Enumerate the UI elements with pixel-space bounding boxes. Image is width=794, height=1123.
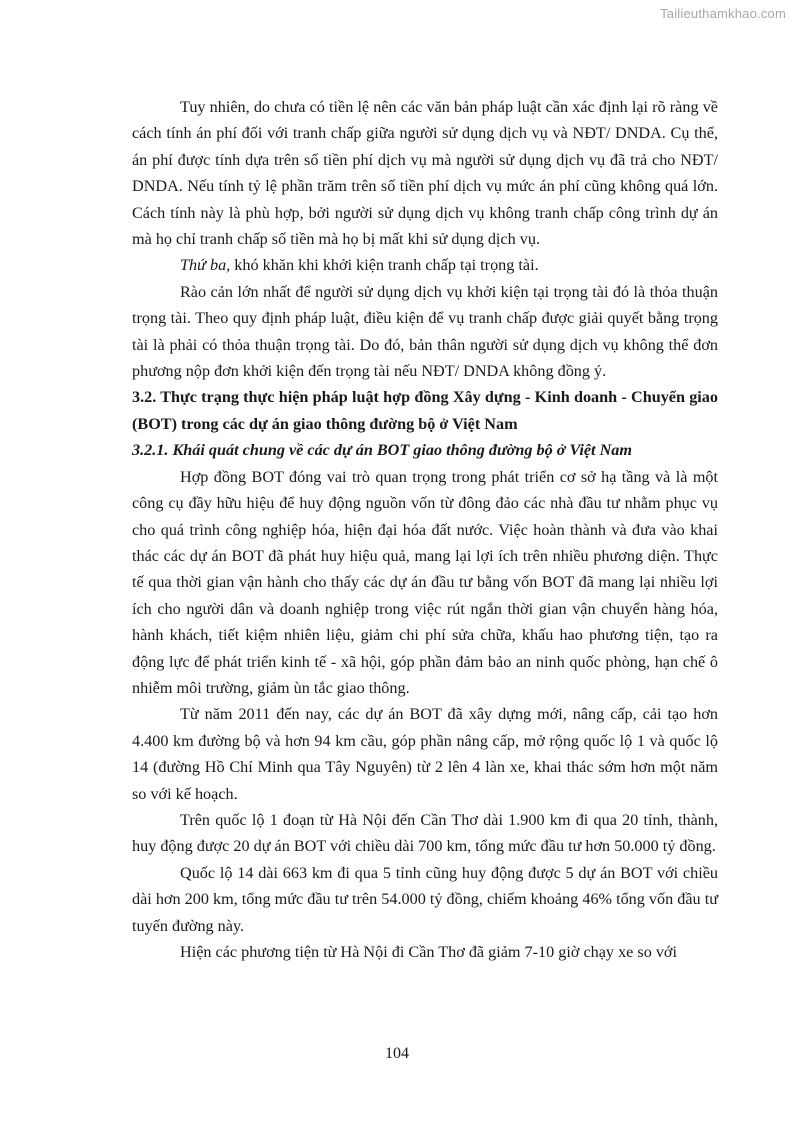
paragraph-travel-time: Hiện các phương tiện từ Hà Nội đi Cần Thơ đã giảm 7-10 giờ chạy xe so với xyxy=(180,943,677,961)
paragraph-bot-overview: Hợp đồng BOT đóng vai trò quan trọng trong phát triển cơ sở hạ tầng và là một công cụ đầy hữu hiệu để huy động nguồn vốn từ đông đảo các nhà đầu tư nhằm phục vụ cho quá trình công nghiệp hóa, hiện đại hóa đất nước. Việc hoàn thành và đưa vào khai thác các dự án BOT đã phát huy hiệu quả, mang lại lợi ích trên nhiều phương diện. Thực tế qua thời gian vận hành cho thấy các dự án đầu tư bằng vốn BOT đã mang lại nhiều lợi ích cho người dân và doanh nghiệp trong việc rút ngắn thời gian vận chuyển hàng hóa, hành khách, tiết kiệm nhiên liệu, giảm chi phí sửa chữa, khấu hao phương tiện, tạo ra động lực để phát triển kinh tế - xã hội, góp phần đảm bảo an ninh quốc phòng, hạn chế ô nhiễm môi trường, giảm ùn tắc giao thông. xyxy=(132,467,718,697)
italic-lead: Thứ ba, xyxy=(180,256,231,275)
paragraph-highway-14: Quốc lộ 14 dài 663 km đi qua 5 tỉnh cũng huy động được 5 dự án BOT với chiều dài hơn 200 km, tổng mức đầu tư trên 54.000 tỷ đồng, chiếm khoảng 46% tổng vốn đầu tư tuyến đường này. xyxy=(132,863,718,935)
paragraph-arbitration-barrier: Rào cản lớn nhất để người sử dụng dịch vụ khởi kiện tại trọng tài đó là thỏa thuận trọng tài. Theo quy định pháp luật, điều kiện để vụ tranh chấp được giải quyết bằng trọng tài là phải có thỏa thuận trọng tài. Do đó, bản thân người sử dụng dịch vụ không thể đơn phương nộp đơn khởi kiện đến trọng tài nếu NĐT/ DNDA không đồng ý. xyxy=(132,282,718,381)
subsection-heading-3-2-1: 3.2.1. Khái quát chung về các dự án BOT giao thông đường bộ ở Việt Nam xyxy=(132,441,632,460)
paragraph-third-difficulty xyxy=(132,252,718,278)
document-body xyxy=(132,94,718,965)
paragraph-text: khó khăn khi khởi kiện tranh chấp tại trọng tài. xyxy=(230,256,539,275)
paragraph-court-fee: Tuy nhiên, do chưa có tiền lệ nên các văn bản pháp luật cần xác định lại rõ ràng về cách tính án phí đối với tranh chấp giữa người sử dụng dịch vụ và NĐT/ DNDA. Cụ thể, án phí được tính dựa trên số tiền phí dịch vụ mà người sử dụng dịch vụ đã trả cho NĐT/ DNDA. Nếu tính tỷ lệ phần trăm trên số tiền phí dịch vụ mức án phí cũng không quá lớn. Cách tính này là phù hợp, bởi người sử dụng dịch vụ không tranh chấp công trình dự án mà họ chỉ tranh chấp số tiền mà họ bị mất khi sử dụng dịch vụ. xyxy=(132,98,718,249)
page-number: 104 xyxy=(385,1045,409,1062)
paragraph-highway-1: Trên quốc lộ 1 đoạn từ Hà Nội đến Cần Thơ dài 1.900 km đi qua 20 tỉnh, thành, huy động được 20 dự án BOT với chiều dài 700 km, tổng mức đầu tư hơn 50.000 tỷ đồng. xyxy=(132,810,718,856)
section-heading-3-2: 3.2. Thực trạng thực hiện pháp luật hợp đồng Xây dựng - Kinh doanh - Chuyển giao (BOT) trong các dự án giao thông đường bộ ở Việt Nam xyxy=(132,388,718,433)
paragraph-since-2011: Từ năm 2011 đến nay, các dự án BOT đã xây dựng mới, nâng cấp, cải tạo hơn 4.400 km đường bộ và hơn 94 km cầu, góp phần nâng cấp, mở rộng quốc lộ 1 và quốc lộ 14 (đường Hồ Chí Minh qua Tây Nguyên) từ 2 lên 4 làn xe, khai thác sớm hơn một năm so với kế hoạch. xyxy=(132,705,718,803)
watermark-text: Tailieuthamkhao.com xyxy=(660,6,786,21)
